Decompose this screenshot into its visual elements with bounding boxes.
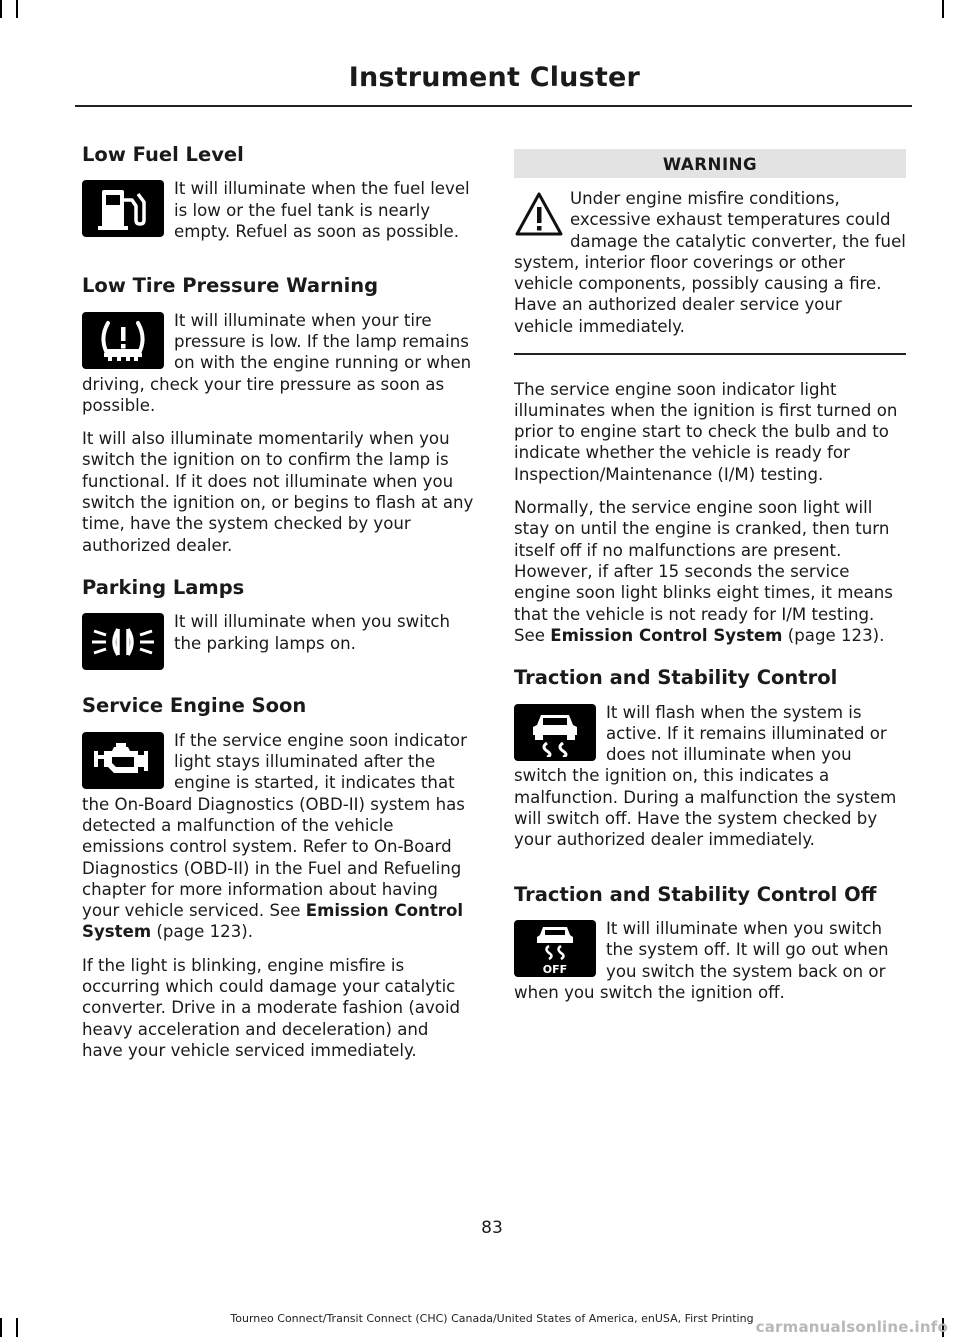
- tire-pressure-icon: [82, 312, 164, 369]
- warning-triangle-icon: [514, 190, 564, 240]
- parking-lamps-icon: [82, 613, 164, 670]
- emission-control-link[interactable]: Emission Control System: [550, 625, 783, 645]
- traction-control-text: It will flash when the system is active. If it remains illuminated or does not illuminate when you switch the ignition on, this indicates a malfunction. During a malfunction the system will switch off. Have the system checked by your authorized dealer immediately.: [514, 702, 897, 850]
- low-fuel-text: It will illuminate when the fuel level is low or the fuel tank is nearly empty. Refuel as soon as possible.: [174, 179, 470, 241]
- traction-control-off-heading: Traction and Stability Control Off: [514, 882, 877, 906]
- traction-control-off-section: [514, 883, 906, 1016]
- see-label: See: [269, 901, 301, 921]
- watermark: carmanualsonline.info: [755, 1318, 948, 1336]
- warning-divider: [514, 353, 906, 355]
- service-engine-info-body: Normally, the service engine soon light will stay on until the engine is cranked, then turn itself off if no malfunctions are present. However, if after 15 seconds the service engine soon light blinks eight times, it means that the vehicle is not ready for I/M testing.: [514, 498, 893, 624]
- parking-lamps-section: [82, 576, 474, 674]
- low-fuel-heading: Low Fuel Level: [82, 143, 244, 166]
- page-reference: (page 123).: [156, 922, 254, 942]
- service-engine-text-2: If the light is blinking, engine misfire is occurring which could damage your catalytic converter. Drive in a moderate fashion (avoid heavy acceleration and deceleration) and have your vehicle serviced immediately.: [82, 955, 461, 1060]
- service-engine-info-1: The service engine soon indicator light illuminates when the ignition is first turned on prior to engine start to check the bulb and to indicate whether the vehicle is ready for Inspection/Maintenance (I/M) testing.: [514, 379, 898, 484]
- tire-pressure-text-1: It will illuminate when your tire pressure is low. If the lamp remains on with the engine running or when driving, check your tire pressure as soon as possible.: [82, 310, 472, 415]
- check-engine-icon: [82, 732, 164, 789]
- service-engine-heading: Service Engine Soon: [82, 694, 307, 718]
- traction-control-heading: Traction and Stability Control: [514, 666, 838, 690]
- service-engine-section: [82, 694, 474, 1061]
- low-fuel-section: [82, 143, 474, 254]
- service-engine-text-body: If the service engine soon indicator light stays illuminated after the engine is started, it indicates that the On-Board Diagnostics (OBD-II) system has detected a malfunction of the vehicle emissions control system. Refer to On-Board Diagnostics (OBD-II) in the Fuel and Refueling chapter for more information about having your vehicle serviced.: [82, 730, 467, 921]
- crop-mark: [0, 0, 2, 18]
- left-column: [82, 143, 474, 1081]
- traction-control-icon: [514, 704, 596, 761]
- page-title: Instrument Cluster: [348, 62, 640, 93]
- traction-control-off-icon: [514, 920, 596, 977]
- fuel-pump-icon: [82, 180, 164, 237]
- tire-pressure-section: [82, 274, 474, 556]
- parking-lamps-text: It will illuminate when you switch the parking lamps on.: [174, 612, 450, 653]
- off-label: OFF: [542, 962, 568, 975]
- crop-mark: [16, 0, 18, 18]
- tire-pressure-text-2: It will also illuminate momentarily when you switch the ignition on to confirm the lamp is functional. If it does not illuminate when you switch the ignition on, or begins to flash at any time, have the system checked by your authorized dealer.: [82, 429, 474, 555]
- header-divider: [75, 105, 912, 107]
- traction-control-section: [514, 666, 906, 862]
- parking-lamps-heading: Parking Lamps: [82, 575, 245, 599]
- traction-control-off-text: It will illuminate when you switch the system off. It will go out when you switch the system back on or when you switch the ignition off.: [514, 919, 889, 1002]
- tire-pressure-heading: Low Tire Pressure Warning: [82, 274, 379, 298]
- warning-header: WARNING: [514, 149, 906, 178]
- right-column: [514, 149, 906, 1035]
- page-number: 83: [481, 1218, 503, 1238]
- footer-text: Tourneo Connect/Transit Connect (CHC) Canada/United States of America, enUSA, First Printing: [230, 1312, 754, 1325]
- crop-mark: [942, 0, 944, 18]
- emission-control-link[interactable]: Emission Control System: [82, 901, 464, 942]
- page-reference: (page 123).: [787, 625, 885, 645]
- service-engine-info-2: [514, 497, 906, 646]
- warning-text: Under engine misfire conditions, excessive exhaust temperatures could damage the catalytic converter, the fuel system, interior floor coverings or other vehicle components, possibly causing a fire. Have an authorized dealer service your vehicle immediately.: [514, 189, 906, 336]
- see-label: See: [514, 625, 545, 645]
